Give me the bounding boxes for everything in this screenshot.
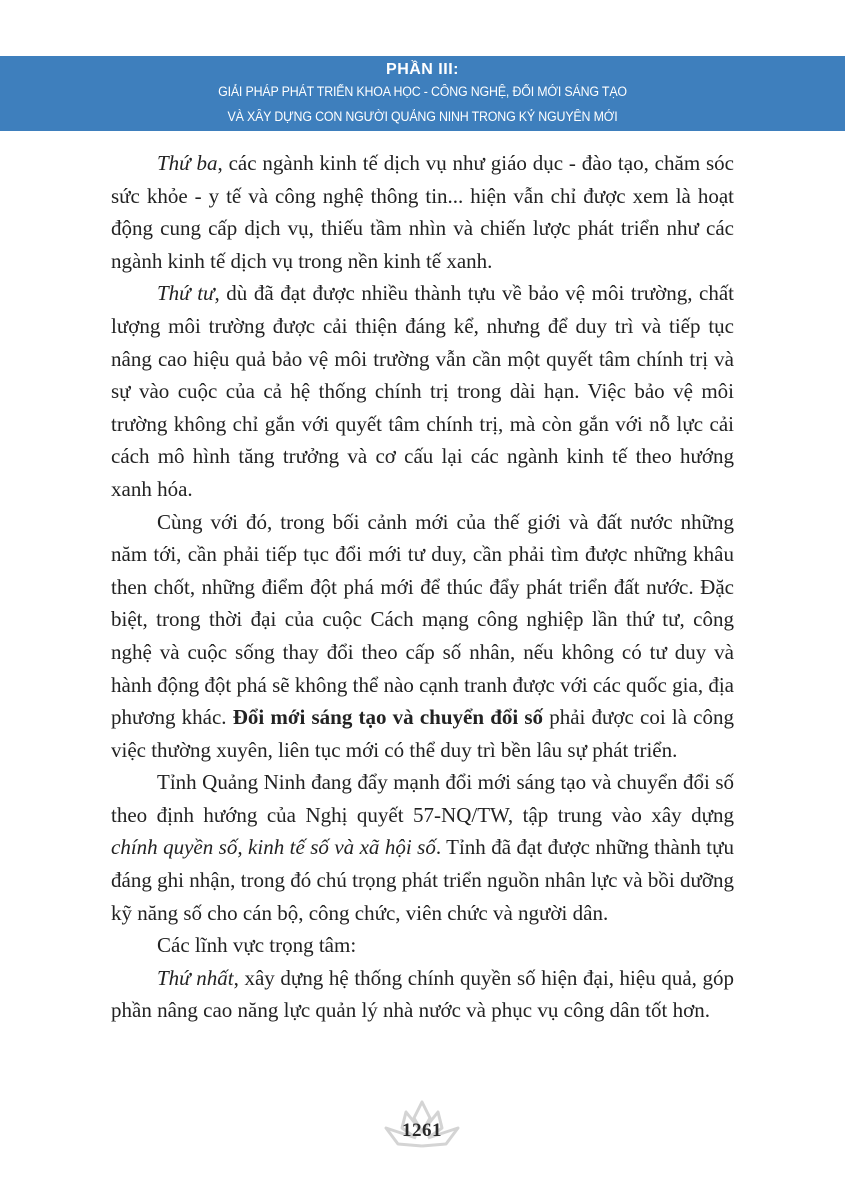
part-title: PHẦN III: <box>386 61 459 78</box>
paragraph-lead: Thứ tư <box>157 281 215 306</box>
paragraph-thu-nhat <box>111 962 734 1027</box>
paragraph-thu-tu <box>111 277 734 505</box>
paragraph-thu-ba <box>111 147 734 277</box>
paragraph-text: , xây dựng hệ thống chính quyền số hiện đại, hiệu quả, góp phần nâng cao năng lực quản lý nhà nước và phục vụ công dân tốt hơn. <box>111 965 735 1023</box>
paragraph-lead: Thứ nhất <box>157 965 234 990</box>
paragraph-text: Các lĩnh vực trọng tâm: <box>157 933 357 958</box>
paragraph-focus-areas <box>111 929 734 962</box>
paragraph-text: . Tỉnh đã đạt được những thành tựu đáng ghi nhận, trong đó chú trọng phát triển nguồn nhân lực và bồi dưỡng kỹ năng số cho cán bộ, công chức, viên chức và người dân. <box>111 835 734 925</box>
paragraph-quang-ninh <box>111 766 734 929</box>
paragraph-text: , dù đã đạt được nhiều thành tựu về bảo vệ môi trường, chất lượng môi trường được cải thiện đáng kể, nhưng để duy trì và tiếp tục nâng cao hiệu quả bảo vệ môi trường vẫn cần một quyết tâm chính trị và sự vào cuộc của cả hệ thống chính trị trong dài hạn. Việc bảo vệ môi trường không chỉ gắn với quyết tâm chính trị, mà còn gắn với nỗ lực cải cách mô hình tăng trưởng và cơ cấu lại các ngành kinh tế theo hướng xanh hóa. <box>111 281 735 501</box>
section-header-banner <box>0 56 845 131</box>
paragraph-text: , các ngành kinh tế dịch vụ như giáo dục - đào tạo, chăm sóc sức khỏe - y tế và công nghệ thông tin... hiện vẫn chỉ được xem là hoạt động cung cấp dịch vụ, thiếu tầm nhìn và chiến lược phát triển như các ngành kinh tế dịch vụ trong nền kinh tế xanh. <box>111 151 734 273</box>
paragraph-lead: Thứ ba <box>157 151 218 175</box>
page-footer <box>372 1098 472 1154</box>
part-subtitle-line-2: VÀ XÂY DỰNG CON NGƯỜI QUẢNG NINH TRONG KỶ NGUYÊN MỚI <box>227 109 618 124</box>
paragraph-cung-voi-do <box>111 506 734 767</box>
paragraph-italic-phrase: chính quyền số, kinh tế số và xã hội số <box>111 835 436 860</box>
paragraph-text: Cùng với đó, trong bối cảnh mới của thế giới và đất nước những năm tới, cần phải tiếp tục đổi mới tư duy, cần phải tìm được những khâu then chốt, những điểm đột phá mới để thúc đẩy phát triển đất nước. Đặc biệt, trong thời đại của cuộc Cách mạng công nghiệp lần thứ tư, công nghệ và cuộc sống thay đổi theo cấp số nhân, nếu không có tư duy và hành động đột phá sẽ không thể nào cạnh tranh được với các quốc gia, địa phương khác. <box>111 509 734 730</box>
paragraph-text: phải được coi là công việc thường xuyên, liên tục mới có thể duy trì bền lâu sự phát triển. <box>111 705 734 762</box>
part-subtitle-line-1: GIẢI PHÁP PHÁT TRIỂN KHOA HỌC - CÔNG NGHỆ, ĐỔI MỚI SÁNG TẠO <box>218 84 627 99</box>
paragraph-text: Tỉnh Quảng Ninh đang đẩy mạnh đổi mới sáng tạo và chuyển đổi số theo định hướng của Nghị quyết 57-NQ/TW, tập trung vào xây dựng <box>111 770 734 827</box>
page-number: 1261 <box>402 1120 442 1141</box>
body-text <box>111 147 734 1027</box>
paragraph-bold-phrase: Đổi mới sáng tạo và chuyển đổi số <box>232 705 544 730</box>
